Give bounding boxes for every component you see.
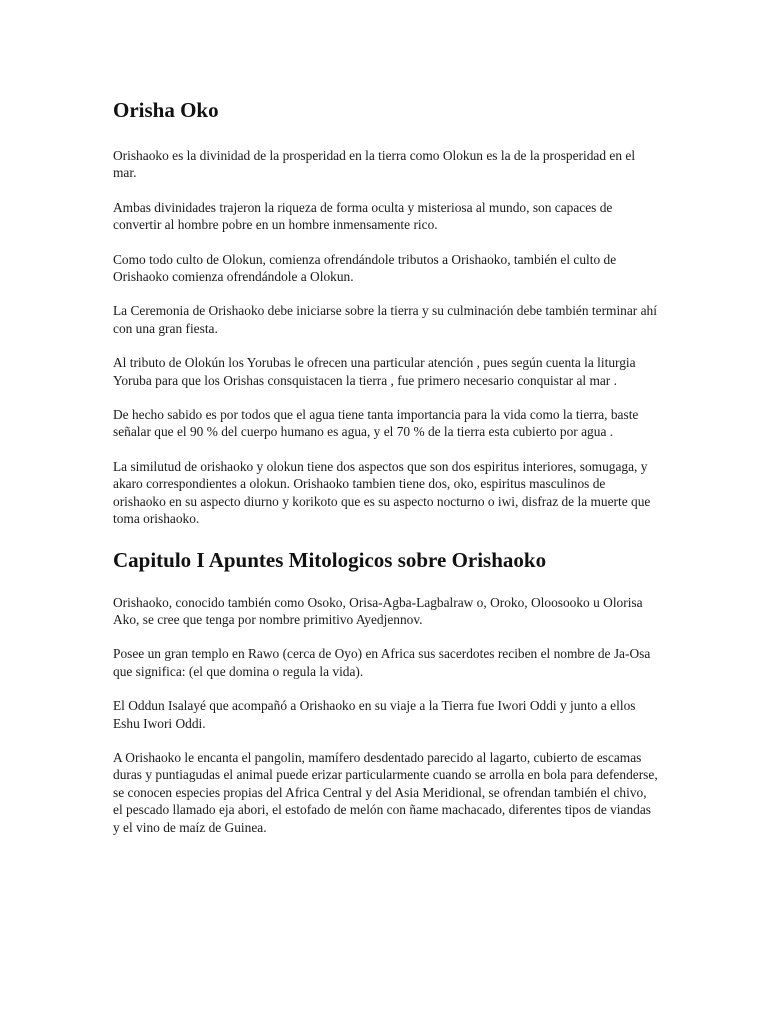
paragraph: Ambas divinidades trajeron la riqueza de forma oculta y misteriosa al mundo, son capaces de convertir al hombre pobre en un hombre inmensamente rico.: [113, 199, 613, 233]
chapter-heading: Capitulo I Apuntes Mitologicos sobre Orishaoko: [113, 547, 547, 572]
document-page: [113, 96, 658, 853]
paragraph: De hecho sabido es por todos que el agua tiene tanta importancia para la vida como la tierra, baste señalar que el 90 % del cuerpo humano es agua, y el 70 % de la tierra esta cubierto por agua .: [113, 407, 639, 440]
paragraph: Orishaoko es la divinidad de la prosperidad en la tierra como Olokun es la de la prosperidad en el mar.: [113, 148, 636, 181]
paragraph: El Oddun Isalayé que acompañó a Orishaoko en su viaje a la Tierra fue Iwori Oddi y junto a ellos Eshu Iwori Oddi.: [113, 698, 636, 731]
paragraph: La similutud de orishaoko y olokun tiene dos aspectos que son dos espiritus interiores, somugaga, y akaro correspondientes a olokun. Orishaoko tambien tiene dos, oko, espiritus masculinos de orishaoko en su aspecto diurno y korikoto que es su aspecto nocturno o iwi, disfraz de la muerte que toma orishaoko.: [113, 458, 651, 527]
document-title: Orisha Oko: [113, 98, 219, 122]
paragraph: La Ceremonia de Orishaoko debe iniciarse sobre la tierra y su culminación debe también terminar ahí con una gran fiesta.: [113, 303, 657, 336]
paragraph: Orishaoko, conocido también como Osoko, Orisa-Agba-Lagbalraw o, Oroko, Oloosooko u Olorisa Ako, se cree que tenga por nombre primitivo Ayedjennov.: [113, 594, 643, 627]
paragraph: Como todo culto de Olokun, comienza ofrendándole tributos a Orishaoko, también el culto de Orishaoko comienza ofrendándole a Olokun.: [113, 251, 617, 285]
paragraph: Posee un gran templo en Rawo (cerca de Oyo) en Africa sus sacerdotes reciben el nombre de Ja-Osa que significa: (el que domina o regula la vida).: [113, 646, 651, 679]
paragraph: Al tributo de Olokún los Yorubas le ofrecen una particular atención , pues según cuenta la liturgia Yoruba para que los Orishas consquistacen la tierra , fue primero necesario conquistar al mar .: [113, 355, 636, 388]
paragraph: A Orishaoko le encanta el pangolin, mamífero desdentado parecido al lagarto, cubierto de escamas duras y puntiagudas el animal puede erizar particularmente cuando se arrolla en bola para defenderse, se conocen especies propias del Africa Central y del Asia Meridional, se ofrendan también el chivo, el pescado llamado eja abori, el estofado de melón con ñame machacado, diferentes tipos de viandas y el vino de maíz de Guinea.: [113, 749, 658, 835]
